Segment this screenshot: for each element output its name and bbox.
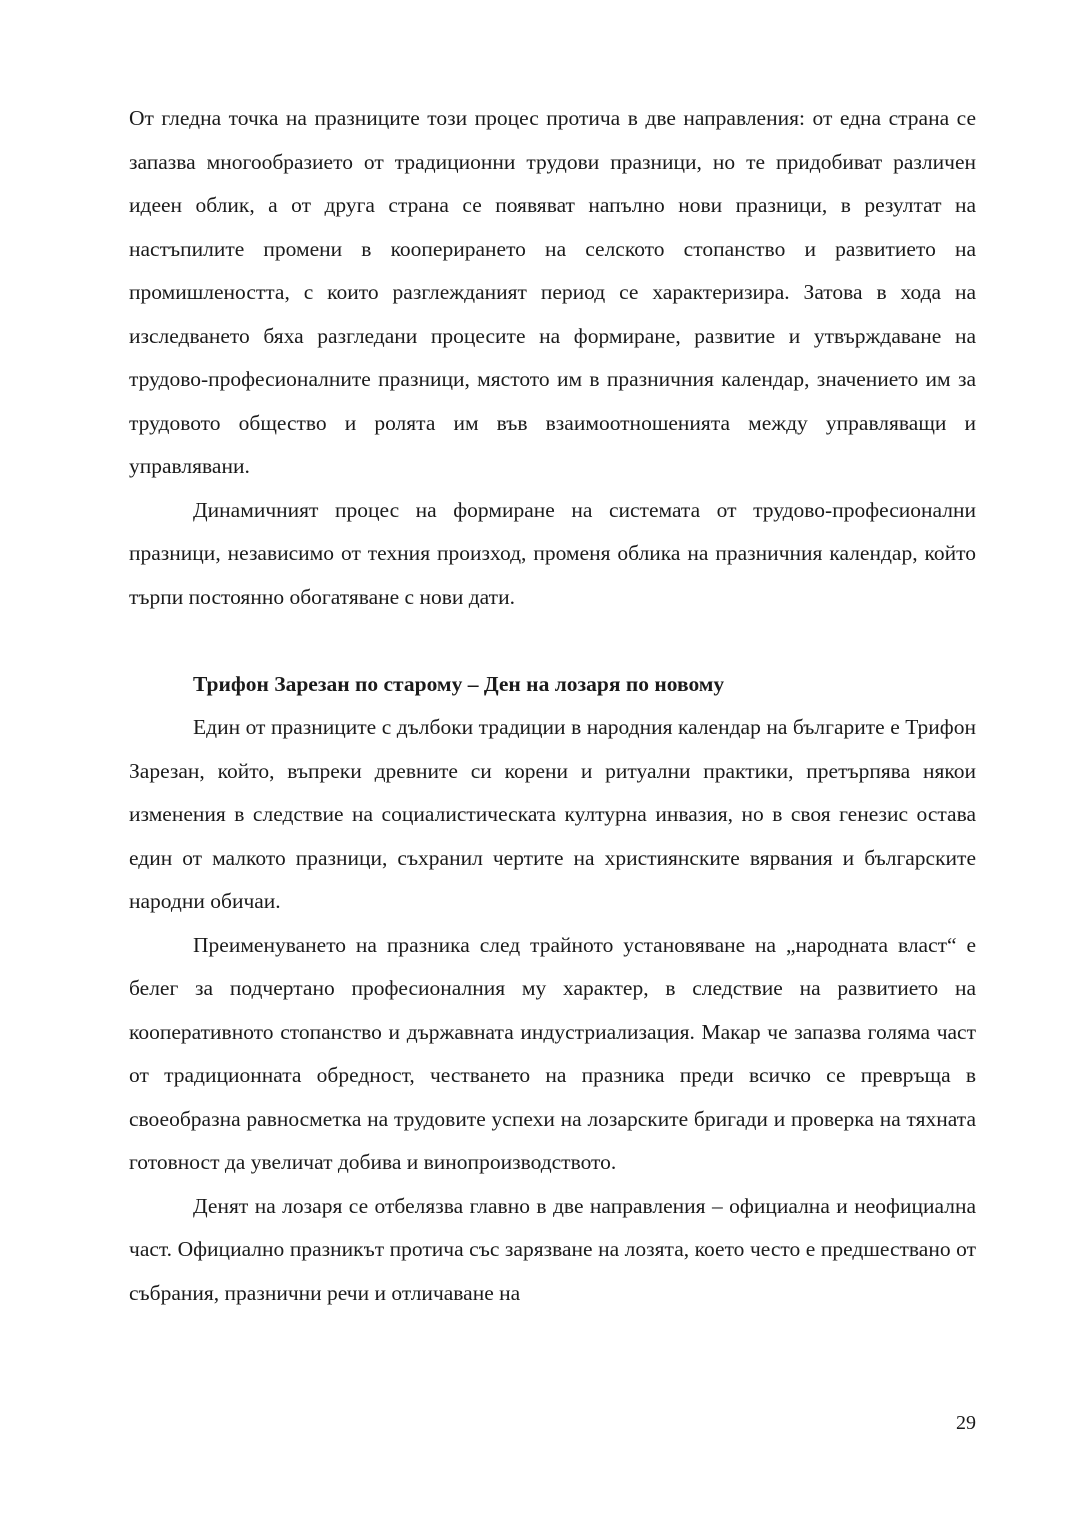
paragraph-dynamic-process: Динамичният процес на формиране на системата от трудово-професионални празници, независимо от техния произход, променя облика на празничния календар, който търпи постоянно обогатяване с нови дати. [129, 497, 976, 609]
paragraph-trifon-zarezan: Един от празниците с дълбоки традиции в народния календар на българите е Трифон Зарезан, който, въпреки древните си корени и ритуални практики, претърпява някои изменения в следствие на социалистическата културна инвазия, но в своя генезис остава един от малкото празници, съхранил чертите на християнските вярвания и българските народни обичаи. [129, 715, 976, 913]
page-number: 29 [956, 1412, 976, 1434]
body-text [129, 97, 976, 1315]
paragraph-wine-grower-day: Денят на лозаря се отбелязва главно в две направления – официална и неофициална част. Официално празникът протича със зарязване на лозята, което често е предшествано от събрания, празнични речи и отличаване на [129, 1193, 976, 1305]
paragraph-festivals-process: От гледна точка на празниците този процес протича в две направления: от една страна се запазва многообразието от традиционни трудови празници, но те придобиват различен идеен облик, а от друга страна се появяват напълно нови празници, в резултат на настъпилите промени в коопериранeто на селското стопанство и развитието на промишлеността, с които разглежданият период се характеризира. Затова в хода на изследването бяха разгледани процесите на формиране, развитие и утвърждаване на трудово-професионалните празници, мястото им в празничния календар, значението им за трудовото общество и ролята им във взаимоотношенията между управляващи и управлявани. [129, 106, 976, 478]
paragraph-renaming: Преименуването на празника след трайното установяване на „народната власт“ е белег за подчертано професионалния му характер, в следствие на развитието на кооперативното стопанство и държавната индустриализация. Макар че запазва голяма част от традиционната обредност, честването на празника преди всичко се превръща в своеобразна равносметка на трудовите успехи на лозарските бригади и проверка на тяхната готовност да увеличат добива и винопроизводството. [129, 932, 976, 1174]
section-heading: Трифон Зарезан по старому – Ден на лозаря по новому [193, 671, 725, 696]
section-spacer [129, 619, 976, 663]
